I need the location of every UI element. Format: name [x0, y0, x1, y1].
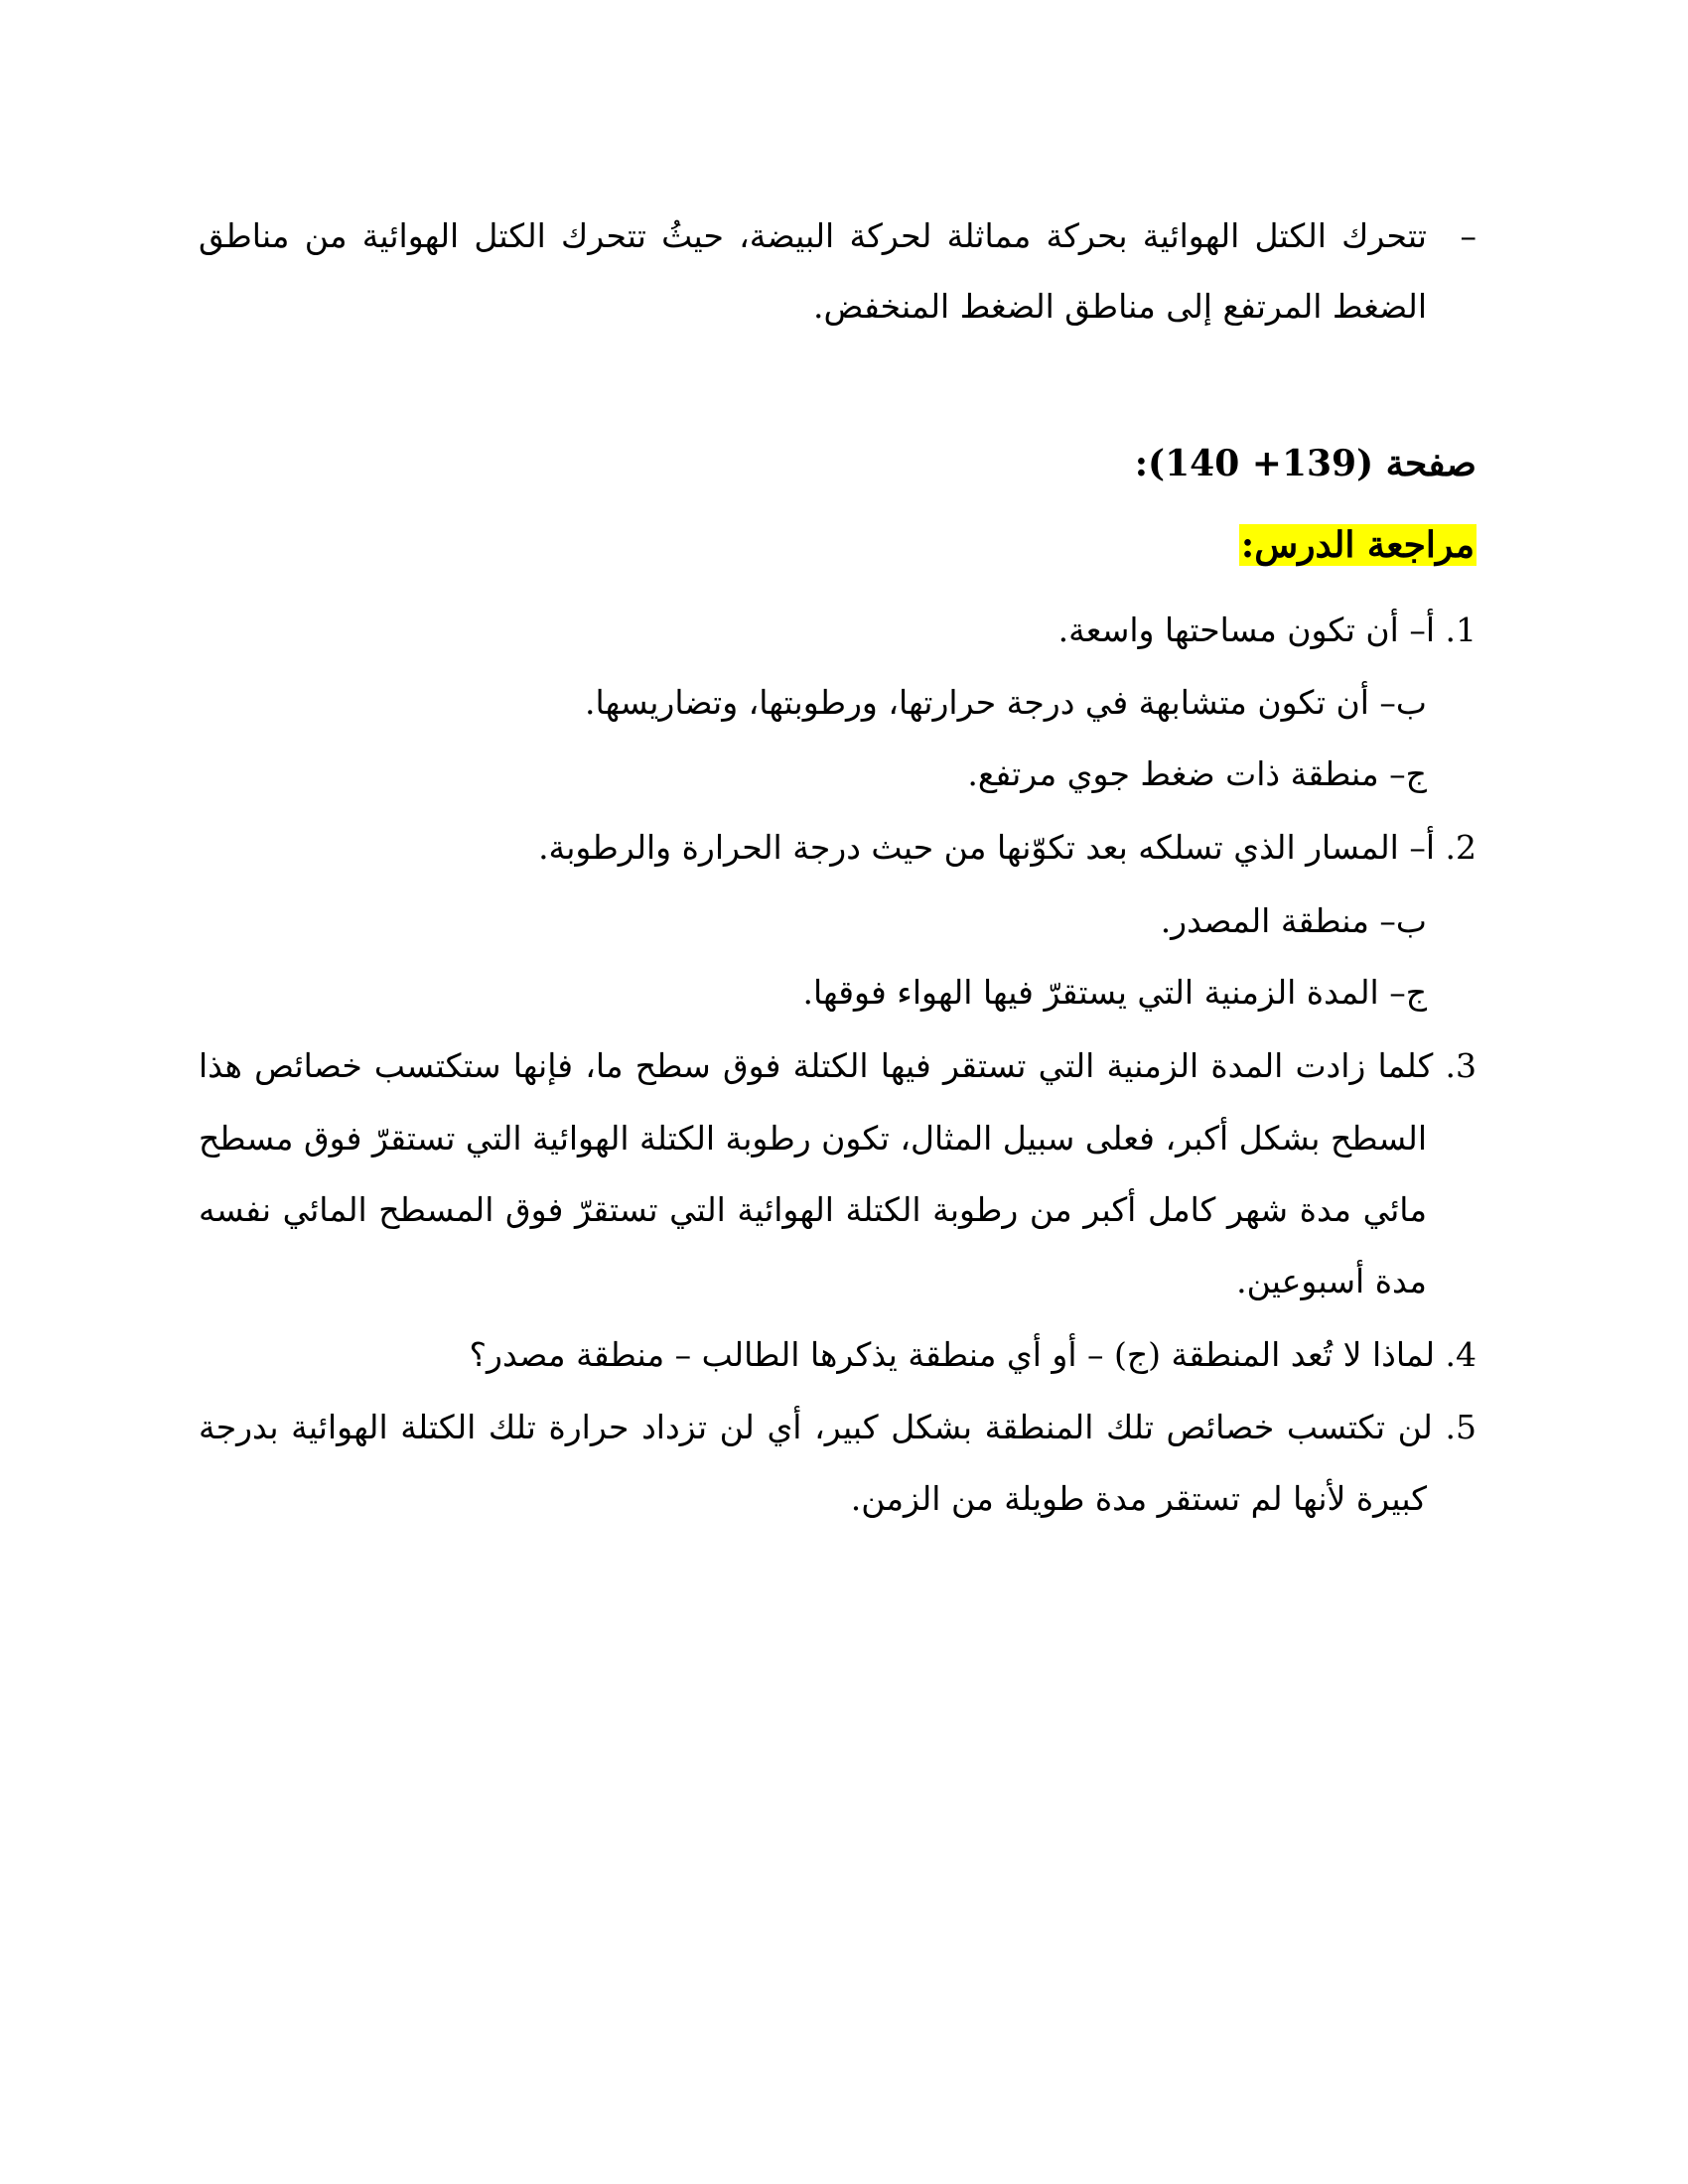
q4-number: 4. [1445, 1335, 1477, 1374]
q2-number: 2. [1445, 828, 1477, 867]
q1-line-a [199, 606, 1477, 655]
q3-line-4 [199, 1257, 1427, 1306]
review-title-row [682, 520, 1477, 570]
dash-bullet: – [1460, 216, 1477, 255]
q2-line-b [199, 896, 1427, 946]
q1-answer-c: ج– منطقة ذات ضغط جوي مرتفع. [967, 754, 1427, 793]
q1-line-c [199, 750, 1427, 799]
q3-line-3 [199, 1185, 1427, 1235]
q5-text-2: كبيرة لأنها لم تستقر مدة طويلة من الزمن. [850, 1479, 1427, 1518]
q3-text-3: مائي مدة شهر كامل أكبر من رطوبة الكتلة الهوائية التي تستقرّ فوق المسطح المائي نفسه [199, 1190, 1427, 1229]
q5-line-2 [199, 1474, 1427, 1524]
page-reference-text: صفحة (139+ 140): [1134, 443, 1477, 484]
q5-text-1: لن تكتسب خصائص تلك المنطقة بشكل كبير، أي لن تزداد حرارة تلك الكتلة الهوائية بدرجة [199, 1408, 1433, 1446]
q4-line [199, 1330, 1477, 1380]
q5-line-1 [199, 1403, 1477, 1452]
intro-text-1: تتحرك الكتل الهوائية بحركة مماثلة لحركة البيضة، حيثُ تتحرك الكتل الهوائية من مناطق [199, 216, 1427, 255]
q3-line-2 [199, 1114, 1427, 1163]
q3-text-4: مدة أسبوعين. [1236, 1262, 1427, 1300]
q2-answer-c: ج– المدة الزمنية التي يستقرّ فيها الهواء فوقها. [802, 973, 1427, 1012]
q2-answer-b: ب– منطقة المصدر. [1160, 901, 1427, 940]
q1-line-b [199, 678, 1427, 728]
q1-number: 1. [1445, 611, 1477, 649]
page-reference-heading [682, 439, 1477, 488]
q2-line-a [199, 823, 1477, 873]
q3-line-1 [199, 1041, 1477, 1091]
q1-answer-b: ب– أن تكون متشابهة في درجة حرارتها، ورطوبتها، وتضاريسها. [585, 683, 1427, 722]
q3-text-1: كلما زادت المدة الزمنية التي تستقر فيها الكتلة فوق سطح ما، فإنها ستكتسب خصائص هذا [199, 1046, 1434, 1085]
q4-text: لماذا لا تُعد المنطقة (ج) – أو أي منطقة يذكرها الطالب – منطقة مصدر؟ [469, 1335, 1435, 1374]
q3-text-2: السطح بشكل أكبر، فعلى سبيل المثال، تكون رطوبة الكتلة الهوائية التي تستقرّ فوق مسطح [199, 1119, 1427, 1158]
q2-line-c [199, 968, 1427, 1018]
intro-text-2: الضغط المرتفع إلى مناطق الضغط المنخفض. [813, 287, 1427, 326]
q2-answer-a: أ– المسار الذي تسلكه بعد تكوّنها من حيث درجة الحرارة والرطوبة. [538, 828, 1435, 867]
intro-line-1 [199, 211, 1477, 261]
q5-number: 5. [1445, 1408, 1477, 1446]
q1-answer-a: أ– أن تكون مساحتها واسعة. [1057, 611, 1435, 649]
intro-line-2 [199, 282, 1427, 332]
review-title: مراجعة الدرس: [1240, 524, 1475, 566]
q3-number: 3. [1445, 1046, 1477, 1085]
